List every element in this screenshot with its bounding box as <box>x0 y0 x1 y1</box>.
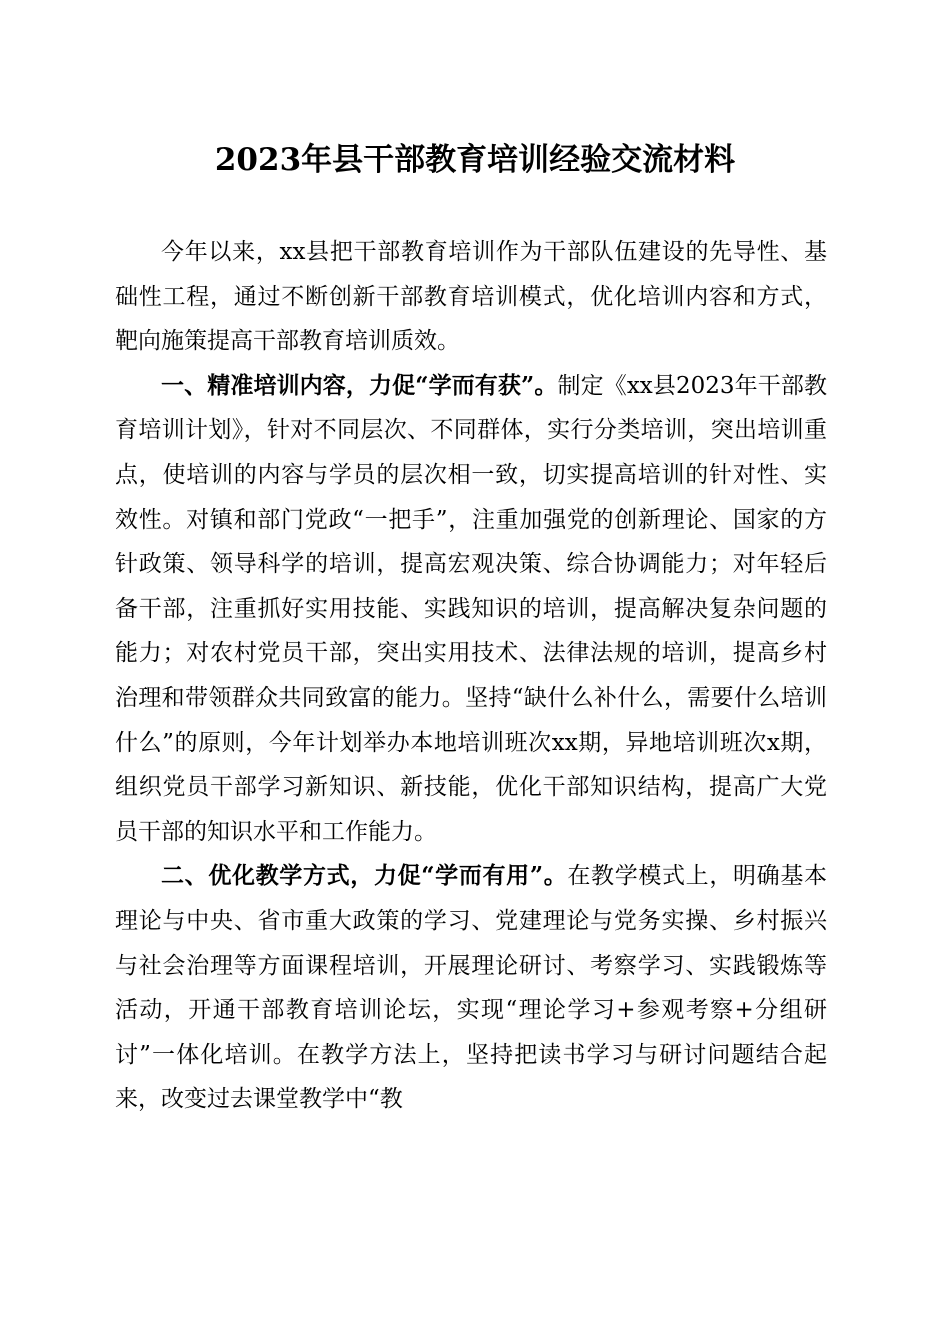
document-title: 2023年县干部教育培训经验交流材料 <box>214 142 736 178</box>
section-one-text: 制定《xx县2023年干部教育培训计划》，针对不同层次、不同群体，实行分类培训，突出培训重点，使培训的内容与学员的层次相一致，切实提高培训的针对性、实效性。对镇和部门党政“一把手”，注重加强党的创新理论、国家的方针政策、领导科学的培训，提高宏观决策、综合协调能力；对年轻后备干部，注重抓好实用技能、实践知识的培训，提高解决复杂问题的能力；对农村党员干部，突出实用技术、法律法规的培训，提高乡村治理和带领群众共同致富的能力。坚持“缺什么补什么，需要什么培训什么”的原则，今年计划举办本地培训班次xx期，异地培训班次x期，组织党员干部学习新知识、新技能，优化干部知识结构，提高广大党员干部的知识水平和工作能力。 <box>115 372 827 845</box>
section-two-text: 在教学模式上，明确基本理论与中央、省市重大政策的学习、党建理论与党务实操、乡村振兴与社会治理等方面课程培训，开展理论研讨、考察学习、实践锻炼等活动，开通干部教育培训论坛，实现“理论学习+参观考察+分组研讨”一体化培训。在教学方法上，坚持把读书学习与研讨问题结合起来，改变过去课堂教学中“教 <box>115 863 827 1113</box>
section-two-paragraph <box>115 854 827 1122</box>
paragraph-text: 今年以来，xx县把干部教育培训作为干部队伍建设的先导性、基础性工程，通过不断创新干部教育培训模式，优化培训内容和方式，靶向施策提高干部教育培训质效。 <box>115 239 827 355</box>
intro-paragraph <box>115 230 827 364</box>
section-one-heading: 一、精准培训内容，力促“学而有获”。 <box>161 371 558 399</box>
section-one-paragraph <box>115 364 827 855</box>
document-body <box>115 230 827 1122</box>
section-two-heading: 二、优化教学方式，力促“学而有用”。 <box>161 862 568 890</box>
